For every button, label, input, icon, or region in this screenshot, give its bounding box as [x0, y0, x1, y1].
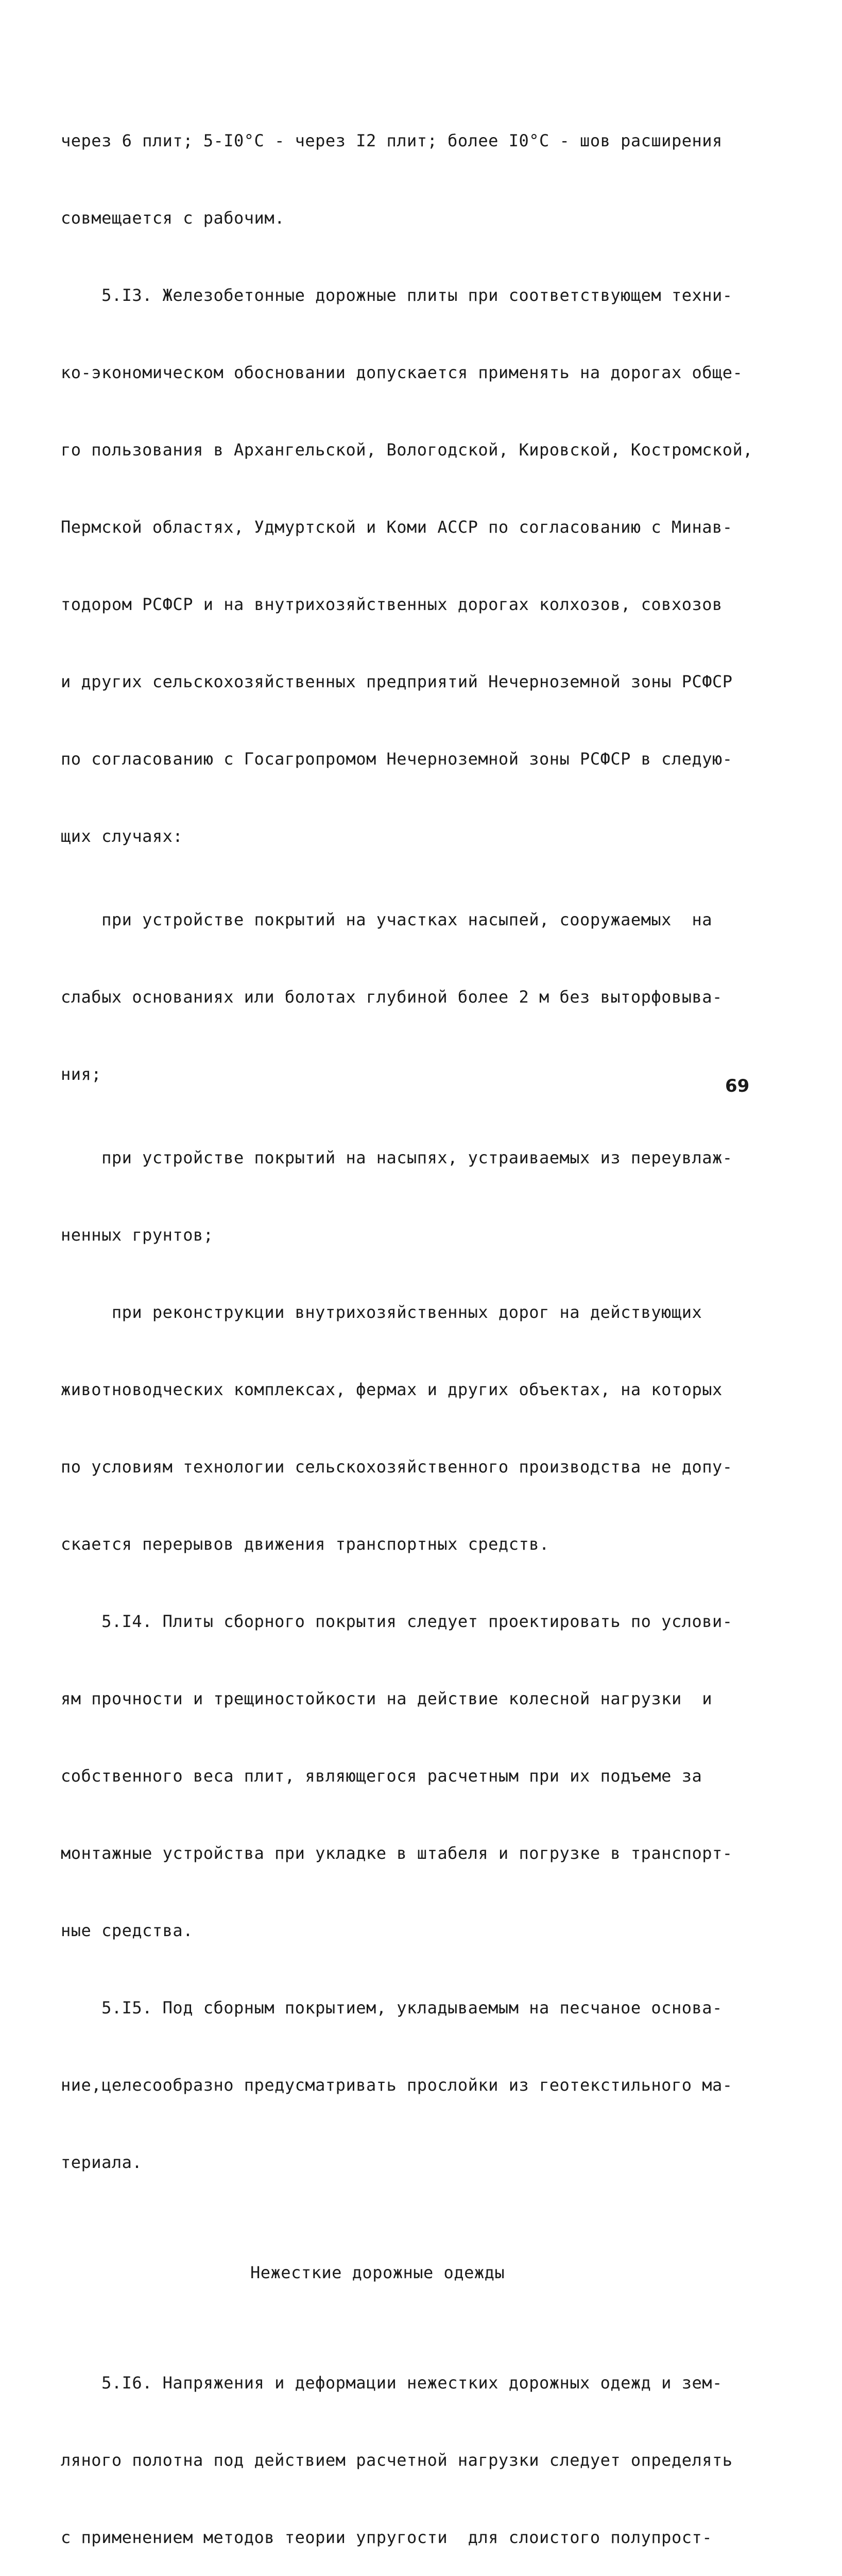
text-line-2: совмещается с рабочим. — [61, 208, 285, 228]
text-line-8: и других сельскохозяйственных предприятий Нечерноземной зоны РСФСР — [61, 672, 733, 691]
text-line-9: по согласованию с Госагропромом Нечерноземной зоны РСФСР в следую- — [61, 749, 733, 769]
text-line-17: животноводческих комплексах, фермах и других объектах, на которых — [61, 1380, 723, 1399]
text-line-11: при устройстве покрытий на участках насыпей, сооружаемых на — [61, 910, 712, 929]
text-line-14: при устройстве покрытий на насыпях, устраиваемых из переувлаж- — [61, 1148, 733, 1167]
text-line-5: го пользования в Архангельской, Вологодской, Кировской, Костромской, — [61, 440, 753, 460]
text-line-29: ляного полотна под действием расчетной нагрузки следует определять — [61, 2450, 733, 2470]
document-body — [61, 76, 782, 2576]
text-line-13: ния; — [61, 1064, 102, 1084]
text-line-23: монтажные устройства при укладке в штабеля и погрузке в транспорт- — [61, 1843, 733, 1863]
page-number: 69 — [725, 1076, 750, 1096]
text-line-26: ние,целесообразно предусматривать прослойки из геотекстильного ма- — [61, 2075, 733, 2095]
text-line-19: скается перерывов движения транспортных средств. — [61, 1534, 549, 1554]
text-line-3: 5.I3. Железобетонные дорожные плиты при соответствующем техни- — [61, 285, 733, 305]
text-line-25: 5.I5. Под сборным покрытием, укладываемым на песчаное основа- — [61, 1998, 723, 2018]
text-line-6: Пермской областях, Удмуртской и Коми АССР по согласованию с Минав- — [61, 517, 733, 537]
text-line-28: 5.I6. Напряжения и деформации нежестких дорожных одежд и зем- — [61, 2373, 723, 2393]
text-line-7: тодором РСФСР и на внутрихозяйственных дорогах колхозов, совхозов — [61, 595, 723, 614]
text-line-20: 5.I4. Плиты сборного покрытия следует проектировать по услови- — [61, 1612, 733, 1631]
text-line-15: ненных грунтов; — [61, 1225, 214, 1245]
text-line-21: ям прочности и трещиностойкости на действие колесной нагрузки и — [61, 1689, 712, 1708]
text-line-30: с применением методов теории упругости для слоистого полупрост- — [61, 2528, 712, 2547]
text-line-16: при реконструкции внутрихозяйственных дорог на действующих — [61, 1302, 702, 1322]
text-line-4: ко-экономическом обосновании допускается применять на дорогах обще- — [61, 363, 743, 382]
text-line-12: слабых основаниях или болотах глубиной более 2 м без выторфовыва- — [61, 987, 723, 1007]
text-line-18: по условиям технологии сельскохозяйственного производства не допу- — [61, 1457, 733, 1477]
text-line-1: через 6 плит; 5-I0°С - через I2 плит; более I0°С - шов расширения — [61, 131, 723, 150]
text-line-10: щих случаях: — [61, 826, 183, 846]
text-line-24: ные средства. — [61, 1921, 193, 1940]
text-line-22: собственного веса плит, являющегося расчетным при их подъеме за — [61, 1766, 702, 1786]
text-line-27: териала. — [61, 2153, 143, 2172]
section-heading: Нежесткие дорожные одежды — [250, 2263, 505, 2282]
